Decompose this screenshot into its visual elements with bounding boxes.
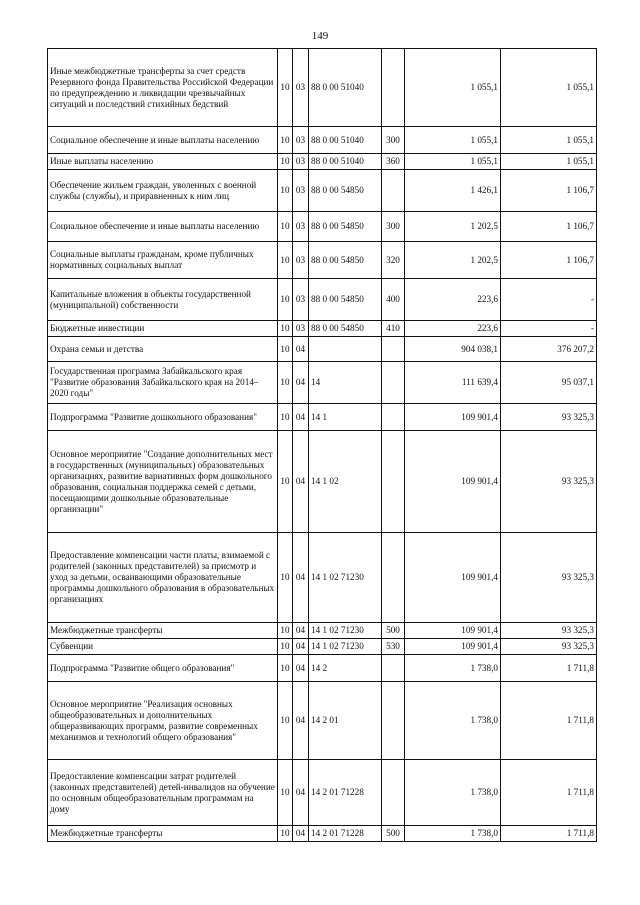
row-section: 10 — [278, 127, 293, 154]
row-name: Предоставление компенсации затрат родителей (законных представителей) детей-инвалидов на обучение по основным общеобразовательным программам на дому — [48, 760, 278, 826]
row-sum-2: 93 325,3 — [501, 404, 597, 431]
row-sum-2: 1 711,8 — [501, 826, 597, 842]
row-name: Капитальные вложения в объекты государственной (муниципальной) собственности — [48, 279, 278, 321]
row-subsection: 03 — [293, 127, 309, 154]
row-expense-type — [382, 533, 405, 623]
row-sum-2: 1 055,1 — [501, 127, 597, 154]
row-target-article: 88 0 00 54850 — [309, 321, 382, 337]
row-section: 10 — [278, 760, 293, 826]
row-target-article: 14 2 01 71228 — [309, 760, 382, 826]
row-target-article: 88 0 00 54850 — [309, 212, 382, 242]
table-row — [48, 431, 597, 533]
row-subsection: 04 — [293, 826, 309, 842]
row-name: Межбюджетные трансферты — [48, 826, 278, 842]
row-subsection: 04 — [293, 682, 309, 760]
row-sum-1: 1 738,0 — [405, 826, 501, 842]
table-row — [48, 242, 597, 279]
row-sum-1: 1 426,1 — [405, 170, 501, 212]
row-subsection: 03 — [293, 49, 309, 127]
row-section: 10 — [278, 212, 293, 242]
row-sum-1: 223,6 — [405, 279, 501, 321]
row-target-article: 14 1 02 71230 — [309, 623, 382, 639]
row-sum-1: 1 055,1 — [405, 49, 501, 127]
row-subsection: 04 — [293, 760, 309, 826]
row-expense-type — [382, 431, 405, 533]
row-section: 10 — [278, 154, 293, 170]
table-row — [48, 533, 597, 623]
row-subsection: 04 — [293, 639, 309, 655]
row-sum-2: - — [501, 279, 597, 321]
row-name: Бюджетные инвестиции — [48, 321, 278, 337]
table-row — [48, 127, 597, 154]
row-name: Субвенции — [48, 639, 278, 655]
table-row — [48, 321, 597, 337]
row-target-article: 14 2 01 — [309, 682, 382, 760]
row-target-article: 88 0 00 51040 — [309, 49, 382, 127]
row-section: 10 — [278, 431, 293, 533]
row-section: 10 — [278, 826, 293, 842]
row-subsection: 04 — [293, 362, 309, 404]
table-row — [48, 154, 597, 170]
row-sum-2: 93 325,3 — [501, 533, 597, 623]
row-subsection: 03 — [293, 212, 309, 242]
row-name: Охрана семьи и детства — [48, 337, 278, 362]
table-row — [48, 404, 597, 431]
table-row — [48, 639, 597, 655]
row-sum-2: 95 037,1 — [501, 362, 597, 404]
row-expense-type: 360 — [382, 154, 405, 170]
row-section: 10 — [278, 404, 293, 431]
table-row — [48, 170, 597, 212]
row-sum-1: 1 738,0 — [405, 760, 501, 826]
row-section: 10 — [278, 242, 293, 279]
row-name: Межбюджетные трансферты — [48, 623, 278, 639]
row-name: Иные межбюджетные трансферты за счет средств Резервного фонда Правительства Российской Федерации по предупреждению и ликвидации чрезвычайных ситуаций и последствий стихийных бедствий — [48, 49, 278, 127]
row-target-article: 14 1 02 71230 — [309, 639, 382, 655]
table-row — [48, 212, 597, 242]
row-target-article: 14 1 — [309, 404, 382, 431]
row-sum-1: 109 901,4 — [405, 639, 501, 655]
row-sum-2: 1 106,7 — [501, 242, 597, 279]
table-row — [48, 279, 597, 321]
row-sum-2: 93 325,3 — [501, 639, 597, 655]
row-sum-2: 1 055,1 — [501, 49, 597, 127]
row-subsection: 04 — [293, 431, 309, 533]
row-name: Основное мероприятие "Создание дополнительных мест в государственных (муниципальных) образовательных организациях, развитие вариативных форм дошкольного образования, социальная поддержка семей с детьми, посещающими дошкольные образовательные организации" — [48, 431, 278, 533]
row-sum-2: 93 325,3 — [501, 623, 597, 639]
row-name: Социальные выплаты гражданам, кроме публичных нормативных социальных выплат — [48, 242, 278, 279]
row-expense-type — [382, 655, 405, 682]
row-section: 10 — [278, 49, 293, 127]
row-expense-type: 320 — [382, 242, 405, 279]
row-sum-2: 1 711,8 — [501, 655, 597, 682]
row-sum-2: 376 207,2 — [501, 337, 597, 362]
row-expense-type — [382, 760, 405, 826]
page-number: 149 — [311, 30, 329, 42]
row-section: 10 — [278, 337, 293, 362]
row-sum-1: 1 055,1 — [405, 127, 501, 154]
row-subsection: 04 — [293, 623, 309, 639]
row-sum-2: 1 055,1 — [501, 154, 597, 170]
row-target-article: 88 0 00 54850 — [309, 242, 382, 279]
row-sum-2: 1 106,7 — [501, 212, 597, 242]
table-row — [48, 682, 597, 760]
row-sum-1: 904 038,1 — [405, 337, 501, 362]
row-expense-type: 300 — [382, 127, 405, 154]
row-expense-type — [382, 49, 405, 127]
row-subsection: 04 — [293, 404, 309, 431]
row-sum-1: 109 901,4 — [405, 533, 501, 623]
row-subsection: 03 — [293, 279, 309, 321]
row-subsection: 04 — [293, 533, 309, 623]
row-target-article: 88 0 00 51040 — [309, 127, 382, 154]
row-section: 10 — [278, 321, 293, 337]
row-section: 10 — [278, 655, 293, 682]
table-row — [48, 655, 597, 682]
table-row — [48, 337, 597, 362]
table-row — [48, 826, 597, 842]
row-sum-2: 1 711,8 — [501, 760, 597, 826]
row-name: Государственная программа Забайкальского края "Развитие образования Забайкальского края на 2014–2020 годы" — [48, 362, 278, 404]
row-expense-type: 300 — [382, 212, 405, 242]
row-expense-type — [382, 682, 405, 760]
row-target-article: 14 — [309, 362, 382, 404]
row-target-article: 14 1 02 71230 — [309, 533, 382, 623]
row-name: Обеспечение жильем граждан, уволенных с военной службы (службы), и приравненных к ним лиц — [48, 170, 278, 212]
row-target-article: 88 0 00 54850 — [309, 279, 382, 321]
row-sum-1: 1 055,1 — [405, 154, 501, 170]
row-sum-1: 1 738,0 — [405, 682, 501, 760]
row-target-article: 14 2 — [309, 655, 382, 682]
table-row — [48, 362, 597, 404]
row-subsection: 03 — [293, 321, 309, 337]
row-subsection: 03 — [293, 154, 309, 170]
row-name: Предоставление компенсации части платы, взимаемой с родителей (законных представителей) за присмотр и уход за детьми, осваивающими образовательные программы дошкольного образования в образовательных организациях — [48, 533, 278, 623]
row-expense-type: 500 — [382, 623, 405, 639]
row-section: 10 — [278, 623, 293, 639]
row-section: 10 — [278, 533, 293, 623]
row-subsection: 03 — [293, 242, 309, 279]
row-target-article: 88 0 00 54850 — [309, 170, 382, 212]
row-sum-2: 93 325,3 — [501, 431, 597, 533]
row-sum-1: 109 901,4 — [405, 623, 501, 639]
row-subsection: 03 — [293, 170, 309, 212]
row-subsection: 04 — [293, 655, 309, 682]
row-name: Подпрограмма "Развитие общего образования" — [48, 655, 278, 682]
row-target-article: 14 1 02 — [309, 431, 382, 533]
row-sum-2: 1 106,7 — [501, 170, 597, 212]
row-target-article — [309, 337, 382, 362]
row-expense-type — [382, 362, 405, 404]
table-row — [48, 49, 597, 127]
row-expense-type — [382, 404, 405, 431]
row-expense-type: 400 — [382, 279, 405, 321]
table-row — [48, 623, 597, 639]
row-sum-1: 1 202,5 — [405, 242, 501, 279]
row-expense-type: 410 — [382, 321, 405, 337]
row-section: 10 — [278, 279, 293, 321]
row-sum-1: 1 202,5 — [405, 212, 501, 242]
row-expense-type — [382, 337, 405, 362]
table-row — [48, 760, 597, 826]
row-section: 10 — [278, 362, 293, 404]
row-sum-1: 1 738,0 — [405, 655, 501, 682]
row-sum-2: 1 711,8 — [501, 682, 597, 760]
row-sum-1: 109 901,4 — [405, 404, 501, 431]
row-target-article: 88 0 00 51040 — [309, 154, 382, 170]
row-sum-2: - — [501, 321, 597, 337]
row-name: Социальное обеспечение и иные выплаты населению — [48, 212, 278, 242]
row-name: Социальное обеспечение и иные выплаты населению — [48, 127, 278, 154]
row-name: Основное мероприятие "Реализация основных общеобразовательных и дополнительных общеразвивающих программ, развитие современных механизмов и технологий общего образования" — [48, 682, 278, 760]
row-target-article: 14 2 01 71228 — [309, 826, 382, 842]
row-section: 10 — [278, 682, 293, 760]
row-expense-type: 530 — [382, 639, 405, 655]
row-section: 10 — [278, 170, 293, 212]
row-sum-1: 223,6 — [405, 321, 501, 337]
row-expense-type: 500 — [382, 826, 405, 842]
row-section: 10 — [278, 639, 293, 655]
row-expense-type — [382, 170, 405, 212]
row-name: Иные выплаты населению — [48, 154, 278, 170]
budget-table — [47, 48, 597, 842]
row-name: Подпрограмма "Развитие дошкольного образования" — [48, 404, 278, 431]
row-subsection: 04 — [293, 337, 309, 362]
row-sum-1: 109 901,4 — [405, 431, 501, 533]
row-sum-1: 111 639,4 — [405, 362, 501, 404]
